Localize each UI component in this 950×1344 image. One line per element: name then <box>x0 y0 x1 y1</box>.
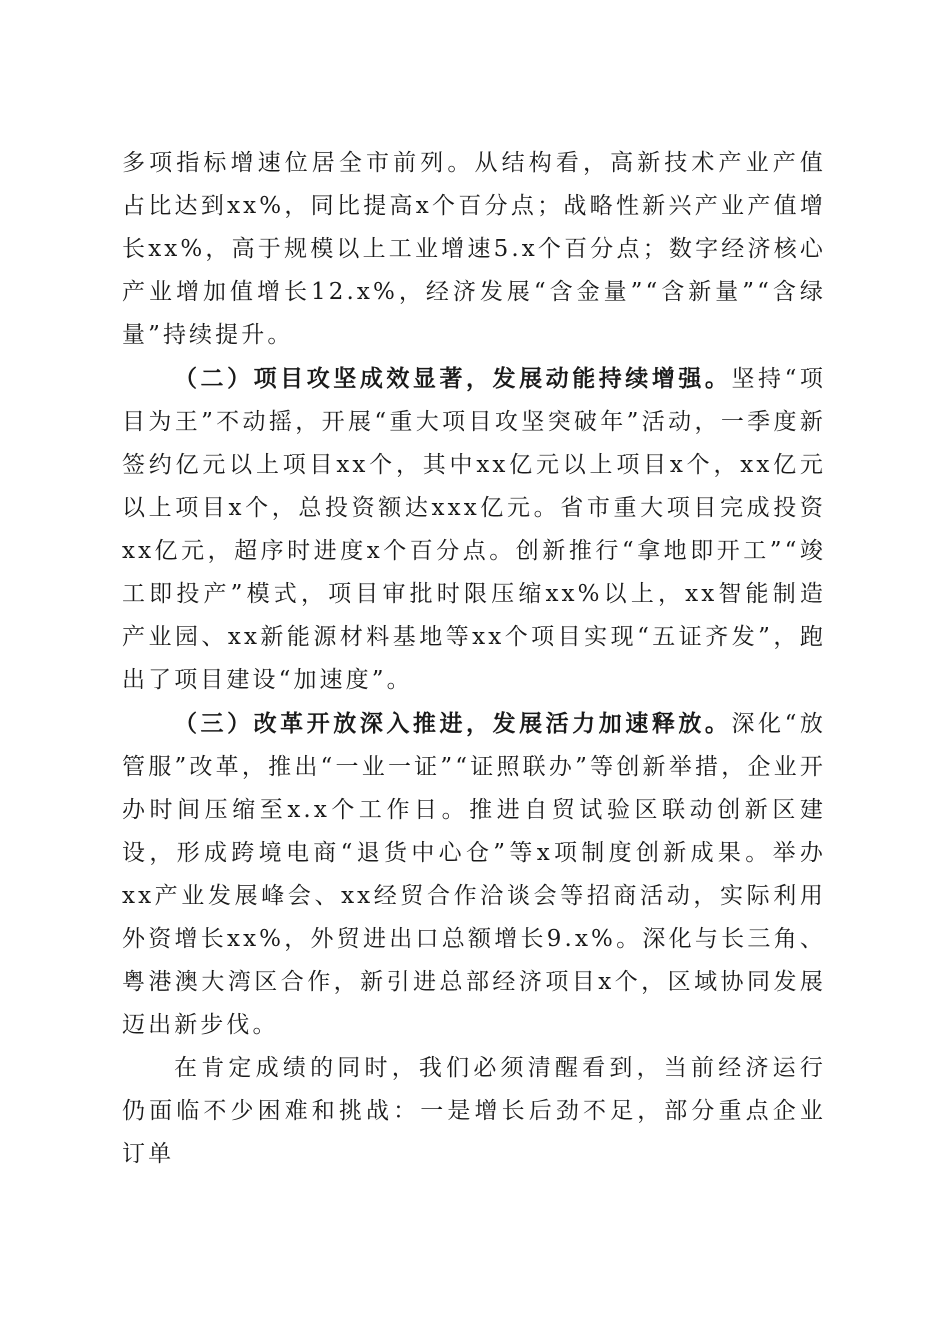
paragraph-text: 多项指标增速位居全市前列。从结构看，高新技术产业产值占比达到xx%，同比提高x个百分点；战略性新兴产业产值增长xx%，高于规模以上工业增速5.x个百分点；数字经济核心产业增加值增长12.x%，经济发展“含金量”“含新量”“含绿量”持续提升。 <box>122 150 826 348</box>
paragraph-challenges <box>122 1047 826 1176</box>
paragraph-reform-section <box>122 702 826 1047</box>
paragraph-text: 在肯定成绩的同时，我们必须清醒看到，当前经济运行仍面临不少困难和挑战：一是增长后劲不足，部分重点企业订单 <box>122 1055 826 1167</box>
document-page <box>122 142 826 1176</box>
paragraph-project-section <box>122 357 826 702</box>
section-heading-3: （三）改革开放深入推进，发展活力加速释放。 <box>174 710 732 737</box>
paragraph-text: 坚持“项目为王”不动摇，开展“重大项目攻坚突破年”活动，一季度新签约亿元以上项目xx个，其中xx亿元以上项目x个，xx亿元以上项目x个，总投资额达xxx亿元。省市重大项目完成投资xx亿元，超序时进度x个百分点。创新推行“拿地即开工”“竣工即投产”模式，项目审批时限压缩xx%以上，xx智能制造产业园、xx新能源材料基地等xx个项目实现“五证齐发”，跑出了项目建设“加速度”。 <box>122 366 826 693</box>
section-heading-2: （二）项目攻坚成效显著，发展动能持续增强。 <box>174 365 732 392</box>
paragraph-structure-summary <box>122 142 826 357</box>
paragraph-text: 深化“放管服”改革，推出“一业一证”“证照联办”等创新举措，企业开办时间压缩至x.x个工作日。推进自贸试验区联动创新区建设，形成跨境电商“退货中心仓”等x项制度创新成果。举办xx产业发展峰会、xx经贸合作洽谈会等招商活动，实际利用外资增长xx%，外贸进出口总额增长9.x%。深化与长三角、粤港澳大湾区合作，新引进总部经济项目x个，区域协同发展迈出新步伐。 <box>122 711 826 1038</box>
